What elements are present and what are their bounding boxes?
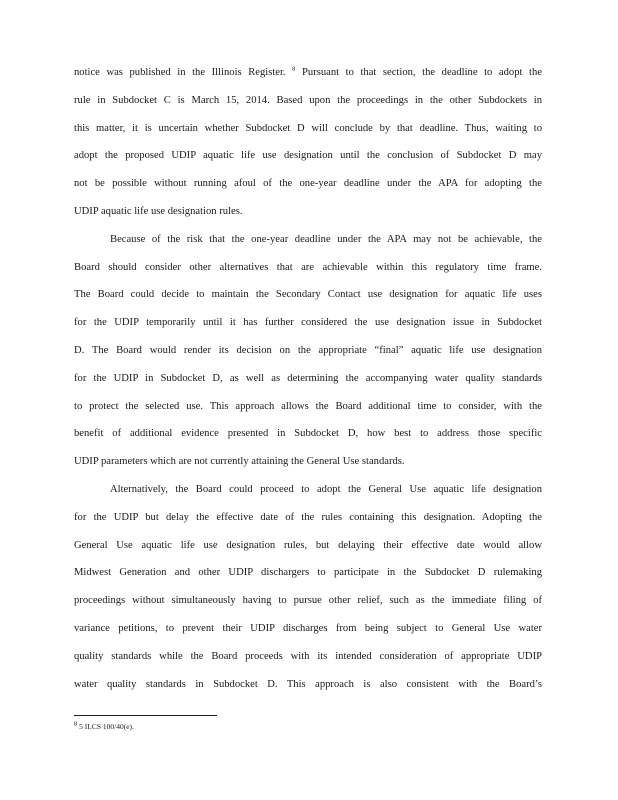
footnote [74, 721, 374, 733]
text-line: variance petitions, to prevent their UDIP discharges from being subject to General Use water [74, 622, 542, 634]
text-line: for the UDIP temporarily until it has further considered the use designation issue in Subdocket [74, 317, 542, 329]
text-line: The Board could decide to maintain the Secondary Contact use designation for aquatic life uses [74, 289, 542, 301]
text-line: proceedings without simultaneously having to pursue other relief, such as the immediate filing of [74, 595, 542, 607]
text-line: UDIP aquatic life use designation rules. [74, 205, 243, 217]
text-line: quality standards while the Board proceeds with its intended consideration of appropriate UDIP [74, 650, 542, 662]
text-line: benefit of additional evidence presented in Subdocket D, how best to address those specific [74, 428, 542, 440]
text-line: notice was published in the Illinois Register. $^8$ Pursuant to that section, the deadline to adopt the [74, 65, 542, 78]
text-line: not be possible without running afoul of the one-year deadline under the APA for adopting the [74, 178, 542, 190]
text-line: rule in Subdocket C is March 15, 2014. Based upon the proceedings in the other Subdockets in [74, 94, 542, 106]
text-line: Alternatively, the Board could proceed to adopt the General Use aquatic life designation [110, 483, 542, 495]
footnote-text: 5 ILCS 100/40(e). [77, 722, 134, 731]
text-line: Because of the risk that the one-year deadline under the APA may not be achievable, the [110, 233, 542, 245]
footnote-reference: 8 [292, 65, 296, 73]
text-line: Board should consider other alternatives that are achievable within this regulatory time frame. [74, 261, 542, 273]
text-line: UDIP parameters which are not currently attaining the General Use standards. [74, 456, 405, 468]
footnote-divider [74, 715, 217, 716]
text-line: water quality standards in Subdocket D. This approach is also consistent with the Board’s [74, 678, 542, 690]
text-line: General Use aquatic life use designation rules, but delaying their effective date would allow [74, 539, 542, 551]
text-line: for the UDIP in Subdocket D, as well as determining the accompanying water quality standards [74, 372, 542, 384]
text-line: this matter, it is uncertain whether Subdocket D will conclude by that deadline. Thus, waiting to [74, 122, 542, 134]
body-text [74, 63, 542, 702]
text-line: for the UDIP but delay the effective date of the rules containing this designation. Adopting the [74, 511, 542, 523]
text-line: to protect the selected use. This approach allows the Board additional time to consider, with the [74, 400, 542, 412]
text-line: Midwest Generation and other UDIP dischargers to participate in the Subdocket D rulemaking [74, 567, 542, 579]
text-line: D. The Board would render its decision on the appropriate “final” aquatic life use designation [74, 344, 542, 356]
text-line: adopt the proposed UDIP aquatic life use designation until the conclusion of Subdocket D may [74, 150, 542, 162]
footnote-number: 8 [74, 720, 78, 728]
